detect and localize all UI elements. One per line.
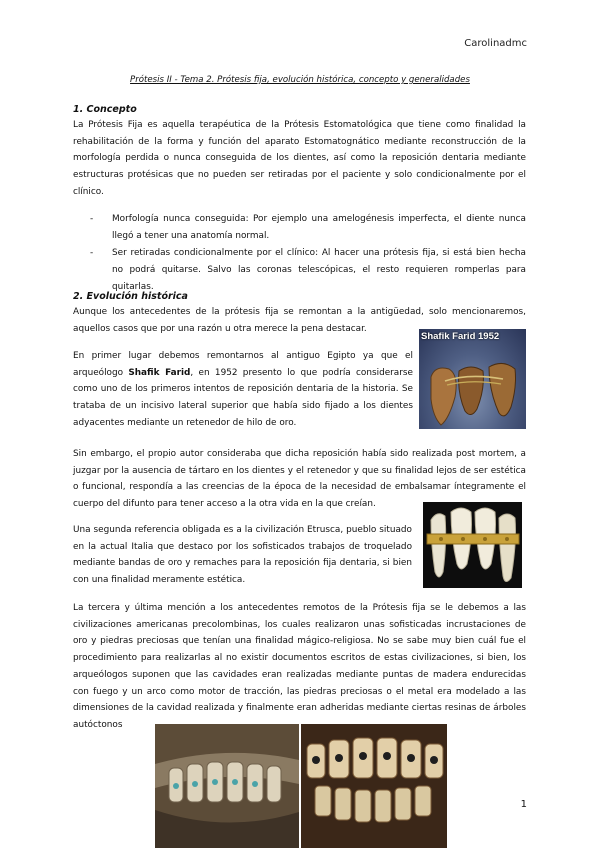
concepto-bullet-list	[80, 211, 526, 296]
list-item	[80, 211, 526, 244]
skull-teeth-illustration	[155, 724, 299, 848]
concepto-paragraph: La Prótesis Fija es aquella terapéutica de la Prótesis Estomatológica que tiene como finalidad la rehabilitación de la forma y función del aparato Estomatognático mediante reconstrucción de la morfología perdida o nunca conseguida de los dientes, así como la reposición dentaria mediante estructuras protésicas que no pueden ser retiradas por el paciente y solo condicionalmente por el clínico.	[73, 120, 526, 197]
etrusca-paragraph: Una segunda referencia obligada es a la civilización Etrusca, pueblo situado en la actual Italia que destaco por los sofisticados trabajos de troquelado mediante bandas de oro y remaches para la reposición fija dentaria, si bien con una finalidad meramente estética.	[73, 525, 412, 586]
tercera-paragraph: La tercera y última mención a los antecedentes remotos de la Prótesis fija se le debemos a las civilizaciones americanas precolombinas, los cuales realizaron unas sofisticadas incrustaciones de oro y piedras preciosas que tenían una finalidad mágico-religiosa. No se sabe muy bien cuál fue el procedimiento para realizarlas al no existir documentos escritos de estas civilizaciones, si bien, los arqueólogos suponen que las cavidades eran realizadas mediante puntas de madera endurecidas con fuego y un arco como motor de tracción, las piedras preciosas o el metal era modelado a las dimensiones de la cavidad realizada y finalmente eran adheridas mediante ciertas resinas de árboles autóctonos	[73, 603, 526, 730]
egypt-paragraph	[73, 348, 413, 432]
dash-bullet: -	[90, 248, 94, 259]
ancient-teeth-illustration	[419, 329, 526, 429]
etruscan-teeth-illustration	[423, 502, 522, 588]
precolombian-inlays-image-right	[301, 724, 447, 848]
list-item	[80, 245, 526, 295]
archaeologist-name: Shafik Farid	[128, 367, 191, 378]
list-item-text: Ser retiradas condicionalmente por el clínico: Al hacer una prótesis fija, si está bien hecha no podrá quitarse. Salvo las coronas telescópicas, el resto requieren romperlas para quitarlas.	[112, 248, 526, 292]
jaw-inlays-illustration	[301, 724, 447, 848]
sin-embargo-paragraph: Sin embargo, el propio autor consideraba que dicha reposición había sido realizada post mortem, a juzgar por la ausencia de tártaro en los dientes y el retenedor y que su finalidad lejos de ser estética o funcional, respondía a las creencias de la época de la necesidad de embalsamar íntegramente el cuerpo del difunto para tener acceso a la otra vida en la que creían.	[73, 449, 526, 510]
section-heading-concepto: 1. Concepto	[73, 104, 137, 115]
evolucion-intro: Aunque los antecedentes de la prótesis fija se remontan a la antigüedad, solo mencionaremos, aquellos casos que por una razón u otra merece la pena destacar.	[73, 307, 526, 334]
list-item-text: Morfología nunca conseguida: Por ejemplo una amelogénesis imperfecta, el diente nunca llegó a tener una anatomía normal.	[112, 214, 526, 241]
page-title: Prótesis II - Tema 2. Prótesis fija, evolución histórica, concepto y generalidades	[130, 75, 470, 85]
image-caption: Shafik Farid 1952	[421, 331, 500, 342]
etruscan-bridge-image	[423, 502, 522, 588]
page-number: 1	[520, 799, 527, 810]
section-heading-evolucion: 2. Evolución histórica	[73, 291, 188, 302]
egypt-text-1: En primer lugar debemos remontarnos al antiguo Egipto ya que el arqueólogo	[73, 351, 413, 378]
precolombian-inlays-image-left	[155, 724, 299, 848]
header-author: Carolinadmc	[464, 38, 527, 49]
shafik-farid-image	[419, 329, 526, 429]
egypt-text-2: , en 1952 presento lo que podría considerarse como uno de los primeros intentos de reposición dentaria de la historia. Se trataba de un incisivo lateral superior que había sido fijado a los dientes adyacentes mediante un retenedor de hilo de oro.	[73, 367, 413, 428]
dash-bullet: -	[90, 214, 94, 224]
